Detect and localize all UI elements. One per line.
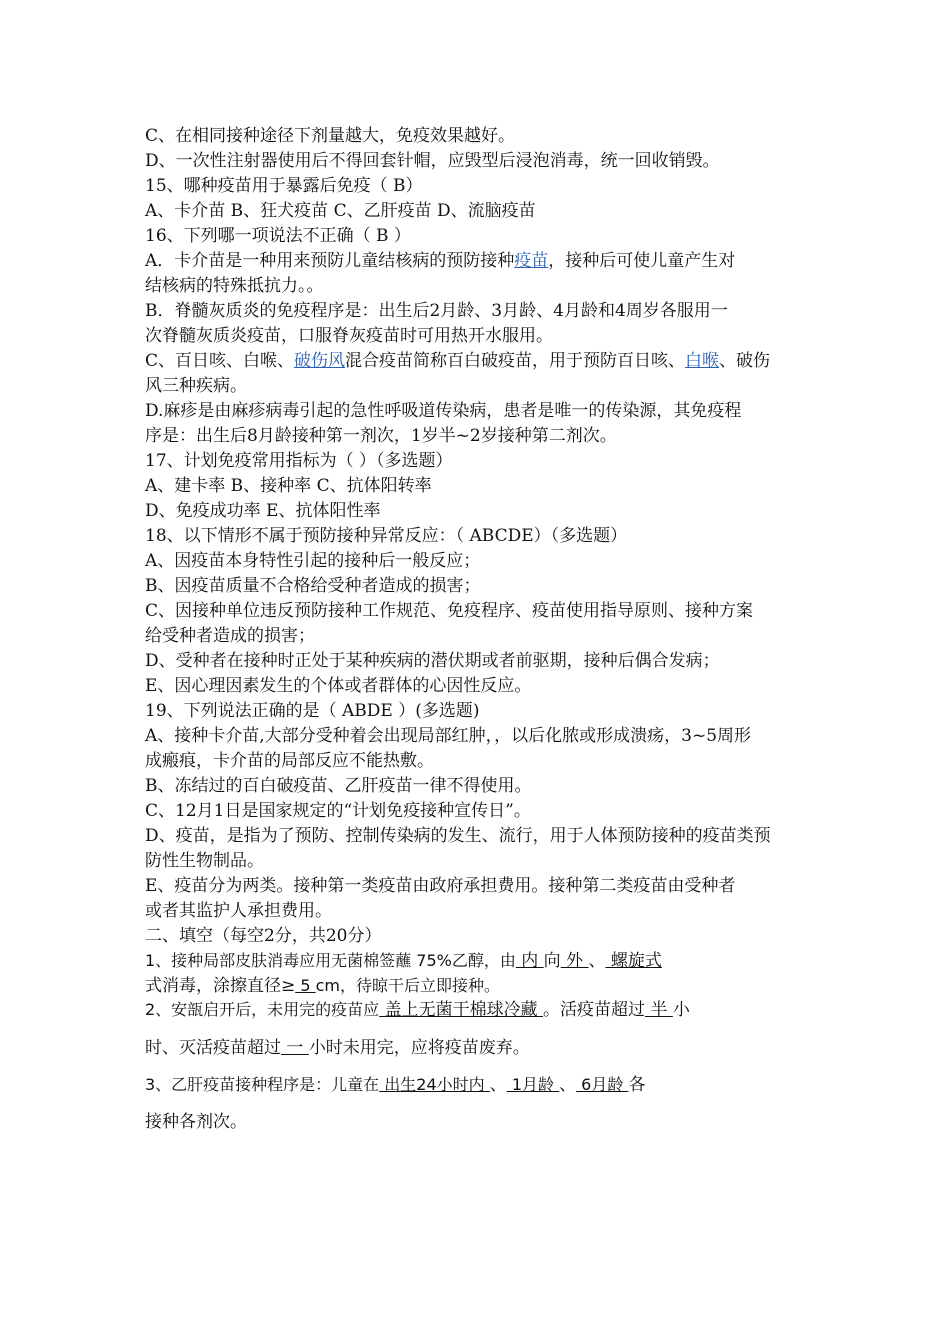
q19-option-d-cont: 防性生物制品。 <box>145 851 264 871</box>
blank-answer: 盖上无菌干棉球冷藏 <box>379 1000 543 1020</box>
question-15: 15、哪种疫苗用于暴露后免疫（ B） <box>145 176 423 196</box>
q19-option-c: C、12月1日是国家规定的“计划免疫接种宣传日”。 <box>145 801 531 821</box>
text: 时、灭活疫苗超过 <box>145 1038 281 1058</box>
q16-option-c <box>145 349 770 373</box>
text: 向 <box>543 951 561 971</box>
q16-option-b: B．脊髓灰质炎的免疫程序是：出生后2月龄、3月龄、4月龄和4周岁各服用一 <box>145 301 728 321</box>
q18-option-e: E、因心理因素发生的个体或者群体的心因性反应。 <box>145 676 532 696</box>
text: A．卡介苗是一种用来预防儿童结核病的预防接种 <box>145 251 515 271</box>
section-2-title: 二、填空（每空2分，共20分） <box>145 926 382 946</box>
q19-option-d: D、疫苗，是指为了预防、控制传染病的发生、流行，用于人体预防接种的疫苗类预 <box>145 826 771 846</box>
q16-option-d-cont: 序是：出生后8月龄接种第一剂次，1岁半~2岁接种第二剂次。 <box>145 426 617 446</box>
text: 小时未用完，应将疫苗废弃。 <box>308 1038 530 1058</box>
text: 小 <box>672 1000 690 1020</box>
q16-option-a-cont: 结核病的特殊抵抗力。。 <box>145 276 324 296</box>
question-17: 17、计划免疫常用指标为（ ）（多选题） <box>145 451 453 471</box>
text: 各 <box>628 1075 646 1095</box>
fill-blank-1 <box>145 949 662 973</box>
question-19: 19、下列说法正确的是（ ABDE ）(多选题) <box>145 701 480 721</box>
text: 、 <box>559 1075 577 1095</box>
text: 、 <box>588 951 606 971</box>
q19-option-e: E、疫苗分为两类。接种第一类疫苗由政府承担费用。接种第二类疫苗由受种者 <box>145 876 736 896</box>
question-18: 18、以下情形不属于预防接种异常反应：（ ABCDE）（多选题） <box>145 526 628 546</box>
q17-options-row2: D、免疫成功率 E、抗体阳性率 <box>145 501 381 521</box>
text: ，接种后可使儿童产生对 <box>548 251 736 271</box>
tetanus-link[interactable]: 破伤风 <box>294 351 346 371</box>
fill-blank-3 <box>145 1073 645 1097</box>
blank-answer: 1月龄 <box>506 1075 560 1094</box>
text: 式消毒，涂擦直径≥ <box>145 976 296 996</box>
question-16: 16、下列哪一项说法不正确（ B ） <box>145 226 411 246</box>
q18-option-c: C、因接种单位违反预防接种工作规范、免疫程序、疫苗使用指导原则、接种方案 <box>145 601 754 621</box>
vaccine-link[interactable]: 疫苗 <box>514 251 549 271</box>
fill-blank-3-cont: 接种各剂次。 <box>145 1112 247 1132</box>
fill-blank-2 <box>145 998 690 1022</box>
q16-option-c-cont: 风三种疾病。 <box>145 376 247 396</box>
text: 、 <box>489 1075 507 1095</box>
diphtheria-link[interactable]: 白喉 <box>685 351 720 371</box>
q16-option-d: D.麻疹是由麻疹病毒引起的急性呼吸道传染病，患者是唯一的传染源，其免疫程 <box>145 401 742 421</box>
q18-option-c-cont: 给受种者造成的损害； <box>145 626 315 646</box>
blank-answer: 半 <box>645 1000 673 1020</box>
option-c-line: C、在相同接种途径下剂量越大，免疫效果越好。 <box>145 126 516 146</box>
q19-option-a-cont: 成瘢痕，卡介苗的局部反应不能热敷。 <box>145 751 434 771</box>
option-d-line: D、一次性注射器使用后不得回套针帽，应毁型后浸泡消毒，统一回收销毁。 <box>145 151 720 171</box>
blank-answer: 内 <box>515 951 544 971</box>
text: C、百日咳、白喉、 <box>145 351 295 371</box>
q19-option-b: B、冻结过的百白破疫苗、乙肝疫苗一律不得使用。 <box>145 776 532 796</box>
q16-option-a <box>145 249 735 273</box>
blank-answer: 外 <box>560 951 589 971</box>
text: 混合疫苗简称百白破疫苗，用于预防百日咳、 <box>345 351 686 371</box>
q18-option-a: A、因疫苗本身特性引起的接种后一般反应； <box>145 551 481 571</box>
blank-answer: 出生24小时内 <box>379 1075 490 1094</box>
blank-answer: 螺旋式 <box>605 951 662 971</box>
q19-option-a: A、接种卡介苗,大部分受种着会出现局部红肿，，以后化脓或形成溃疡，3~5周形 <box>145 726 752 746</box>
blank-answer: 5 <box>295 976 316 995</box>
blank-answer: 一 <box>281 1038 309 1058</box>
fill-blank-1-cont <box>145 974 500 998</box>
text: 3、乙肝疫苗接种程序是：儿童在 <box>145 1075 380 1094</box>
text: 2、安瓿启开后，未用完的疫苗应 <box>145 1000 380 1019</box>
q16-option-b-cont: 次脊髓灰质炎疫苗，口服脊灰疫苗时可用热开水服用。 <box>145 326 553 346</box>
text: cm，待晾干后立即接种。 <box>315 976 500 995</box>
fill-blank-2-cont <box>145 1036 530 1060</box>
q18-option-b: B、因疫苗质量不合格给受种者造成的损害； <box>145 576 481 596</box>
q17-options-row1: A、建卡率 B、接种率 C、抗体阳转率 <box>145 476 432 496</box>
text: 、破伤 <box>719 351 771 371</box>
text: 。活疫苗超过 <box>543 1000 645 1020</box>
q19-option-e-cont: 或者其监护人承担费用。 <box>145 901 332 921</box>
question-15-options: A、卡介苗 B、狂犬疫苗 C、乙肝疫苗 D、流脑疫苗 <box>145 201 536 221</box>
blank-answer: 6月龄 <box>576 1075 629 1094</box>
text: 1、接种局部皮肤消毒应用无菌棉签蘸 75%乙醇，由 <box>145 951 516 970</box>
q18-option-d: D、受种者在接种时正处于某种疾病的潜伏期或者前驱期，接种后偶合发病； <box>145 651 720 671</box>
